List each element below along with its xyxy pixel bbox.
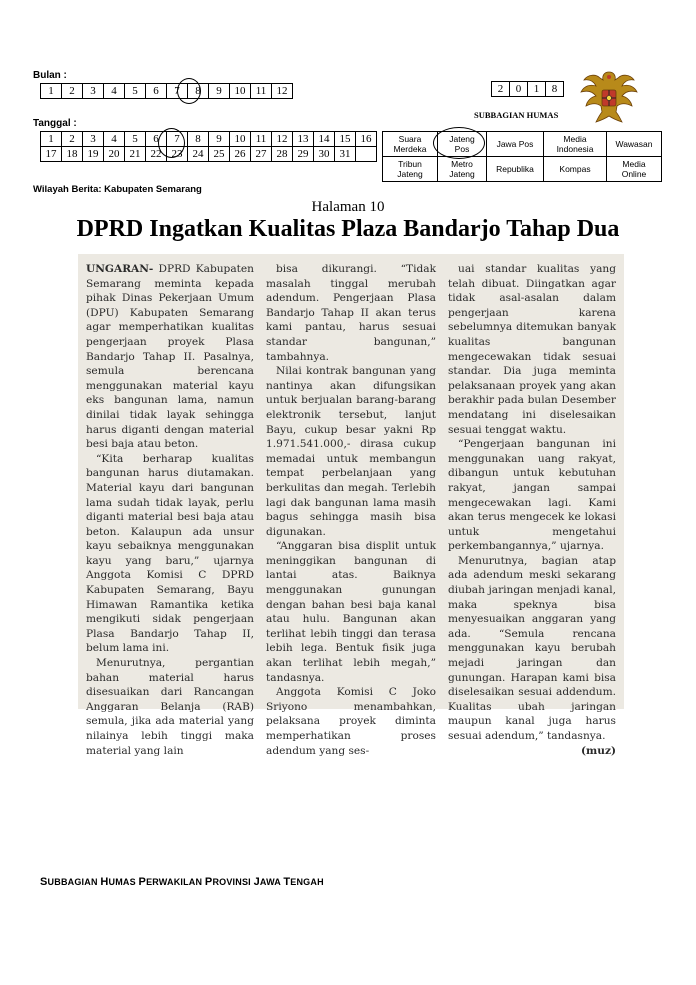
- footer-rest: AWA: [259, 877, 284, 887]
- bulan-grid: [40, 83, 293, 99]
- article-text: Anggota Komisi C Joko Sriyono menambahkan, pelaksana proyek diminta memperhatikan proses adendum yang ses-: [266, 686, 436, 757]
- publication-cell: [544, 132, 607, 157]
- footer-org: [40, 876, 324, 888]
- publication-name-line2: Indonesia: [556, 144, 594, 154]
- article-text: uai standar kualitas yang telah dibuat. Diingatkan agar tidak asal-asalan dalam pengerjaan karena sebelumnya ditemukan banyak kualitas bangunan mengecewakan tidak sesuai standar. Dia juga meminta pelaksanaan proyek yang akan berakhir pada bulan Desember mendatang ini diselesaikan sesuai tenggat waktu.: [448, 263, 616, 436]
- tanggal-cell: 6: [146, 132, 167, 147]
- article-text: Menurutnya, bagian atap ada adendum meski sekarang diubah jaringan menjadi kanal, maka speknya bisa menyesuaikan anggaran yang ada. “Semula rencana menggunakan kayu berubah mejadi jaringan dan gunungan. Harapan kami bisa diselesaikan sesuai addendum. Kualitas ubah jaringan maupun kanal juga harus sesuai adendum,” tandasnya.: [448, 554, 616, 742]
- publication-name-line1: Republika: [496, 164, 534, 174]
- tanggal-cell: 11: [251, 132, 272, 147]
- article-text: Nilai kontrak bangunan yang nantinya akan difungsikan untuk berjualan barang-barang elektronik tersebut, lanjut Bayu, cukup besar yakni Rp 1.971.541.000,- dirasa cukup memadai untuk membangun tempat perbelanjaan yang berkulitas dan megah. Terlebih lagi dak bangunan lama masih bagus sehingga masih bisa digunakan.: [266, 365, 436, 538]
- year-digit: 2: [492, 82, 510, 97]
- tanggal-cell: 17: [41, 147, 62, 162]
- tanggal-cell-empty: [356, 147, 377, 162]
- tanggal-cell: 16: [356, 132, 377, 147]
- year-digit: 0: [510, 82, 528, 97]
- bulan-cell: 8: [188, 84, 209, 99]
- bulan-cell: 3: [83, 84, 104, 99]
- article-paragraph: [448, 744, 616, 759]
- publication-cell: [487, 157, 544, 182]
- article-paragraph: [266, 539, 436, 685]
- tanggal-cell: 30: [314, 147, 335, 162]
- bulan-cell: 7: [167, 84, 188, 99]
- article-paragraph: [86, 262, 254, 452]
- publication-name-line1: Suara: [398, 134, 422, 144]
- publication-name-line1: Kompas: [559, 164, 591, 174]
- publication-name-line2: Online: [621, 169, 647, 179]
- footer-initial: T: [283, 876, 291, 888]
- footer-rest: UBBAGIAN: [47, 877, 101, 887]
- article-text: DPRD Kabupaten Semarang meminta kepada pihak Dinas Pekerjaan Umum (DPU) Kabupaten Semarang agar memperhatikan kualitas pengerjaan proyek Plasa Bandarjo Tahap II. Pasalnya, semula berencana menggunakan material kayu eks bangunan lama, namun dinilai tidak layak sehingga harus diganti dengan material besi baja atau beton.: [86, 263, 254, 451]
- publication-cell: [607, 132, 662, 157]
- article-paragraph: [86, 656, 254, 758]
- tanggal-cell: 26: [230, 147, 251, 162]
- publication-name-line1: Wawasan: [615, 139, 653, 149]
- publication-selected-circle: [433, 127, 485, 159]
- publication-cell: [607, 157, 662, 182]
- tanggal-cell: 10: [230, 132, 251, 147]
- tanggal-cell: 18: [62, 147, 83, 162]
- article-text: “Kita berharap kualitas bangunan harus diutamakan. Material kayu dari bangunan lama sudah tidak layak, perlu diganti material besi baja atau beton. Kalaupun ada unsur kayu sebaiknya menggunakan kayu yang baru,” ujarnya Anggota Komisi C DPRD Kabupaten Semarang, Bayu Himawan Ramantika ketika mengikuti sidak pengerjaan Plasa Bandarjo Tahap II, belum lama ini.: [86, 452, 254, 655]
- tanggal-cell: 15: [335, 132, 356, 147]
- tanggal-cell: 23: [167, 147, 188, 162]
- footer-rest: ROVINSI: [212, 877, 254, 887]
- tanggal-cell: 2: [62, 132, 83, 147]
- bulan-cell: 10: [230, 84, 251, 99]
- garuda-emblem-icon: [578, 66, 640, 126]
- footer-initial: P: [204, 876, 213, 888]
- publication-name-line2: Jateng: [449, 169, 475, 179]
- publication-name-line1: Media: [563, 134, 587, 144]
- tanggal-cell: 9: [209, 132, 230, 147]
- publication-name-line1: Media: [622, 159, 646, 169]
- tanggal-cell: 27: [251, 147, 272, 162]
- tanggal-cell: 1: [41, 132, 62, 147]
- year-grid: [491, 81, 564, 97]
- tanggal-cell: 29: [293, 147, 314, 162]
- article-byline: (muz): [581, 744, 616, 757]
- bulan-label: Bulan :: [33, 70, 67, 81]
- bulan-cell: 5: [125, 84, 146, 99]
- publication-name-line1: Metro: [451, 159, 473, 169]
- tanggal-selected-circle: [158, 128, 185, 158]
- footer-initial: J: [253, 876, 260, 888]
- article-text: “Anggaran bisa displit untuk meninggikan bangunan di lantai atas. Baiknya menggunakan gunungan dengan bahan besi baja kanal atau hulu. Bangunan akan terlihat lebih tinggi dan terasa lebih lega. Bentuk fisik juga akan terlihat lebih megah,” tandasnya.: [266, 540, 436, 684]
- article-paragraph: [266, 685, 436, 758]
- tanggal-grid: [40, 131, 377, 162]
- footer-initial: H: [100, 876, 109, 888]
- article-column-1: [86, 262, 254, 758]
- publication-cell: [438, 157, 487, 182]
- page-number: Halaman 10: [311, 199, 385, 215]
- article-column-2: [266, 262, 436, 758]
- article-dateline: UNGARAN-: [86, 263, 154, 275]
- footer-initial: S: [40, 876, 48, 888]
- article-paragraph: [448, 437, 616, 554]
- article-text: bisa dikurangi. “Tidak masalah tinggal merubah adendum. Pengerjaan Plasa Bandarjo Tahap II akan terus kami pantau, harus sesuai standar bangunan,” tambahnya.: [266, 263, 436, 363]
- tanggal-cell: 4: [104, 132, 125, 147]
- tanggal-cell: 19: [83, 147, 104, 162]
- tanggal-cell: 28: [272, 147, 293, 162]
- bulan-cell: 9: [209, 84, 230, 99]
- tanggal-cell: 22: [146, 147, 167, 162]
- publication-name-line2: Merdeka: [393, 144, 427, 154]
- publication-name-line2: Jateng: [397, 169, 423, 179]
- article-paragraph: [448, 554, 616, 744]
- headline: DPRD Ingatkan Kualitas Plaza Bandarjo Tahap Dua: [76, 216, 620, 242]
- publication-cell: [383, 132, 438, 157]
- publication-name-line1: Jawa Pos: [496, 139, 534, 149]
- bulan-cell: 4: [104, 84, 125, 99]
- tanggal-cell: 24: [188, 147, 209, 162]
- tanggal-cell: 13: [293, 132, 314, 147]
- publication-name-line2: Pos: [454, 144, 470, 154]
- publication-cell: [383, 157, 438, 182]
- article-text: Menurutnya, pergantian bahan material harus disesuaikan dari Rancangan Anggaran Belanja (RAB) semula, jika ada material yang nilainya lebih tinggi maka material yang lain: [86, 657, 254, 757]
- footer-rest: ENGAH: [290, 877, 324, 887]
- article-column-3: [448, 262, 616, 758]
- bulan-selected-circle: [177, 78, 201, 104]
- article-paragraph: [266, 364, 436, 539]
- publication-cell: [544, 157, 607, 182]
- footer-initial: P: [138, 876, 147, 888]
- footer-rest: UMAS: [108, 877, 139, 887]
- bulan-cell: 2: [62, 84, 83, 99]
- footer-rest: ERWAKILAN: [146, 877, 205, 887]
- tanggal-cell: 8: [188, 132, 209, 147]
- article-paragraph: [86, 452, 254, 656]
- tanggal-cell: 12: [272, 132, 293, 147]
- tanggal-cell: 31: [335, 147, 356, 162]
- year-digit: 1: [528, 82, 546, 97]
- org-name: SUBBAGIAN HUMAS: [474, 110, 559, 120]
- article-clipping: [78, 254, 624, 757]
- tanggal-cell: 21: [125, 147, 146, 162]
- tanggal-cell: 20: [104, 147, 125, 162]
- bulan-cell: 12: [272, 84, 293, 99]
- article-text: “Pengerjaan bangunan ini menggunakan uang rakyat, dibangun untuk kebutuhan rakyat, jangan sampai mengecewakan lagi. Kami akan terus mengecek ke lokasi untuk mengetahui perkembangannya,” ujarnya.: [448, 438, 616, 553]
- publication-cell: [487, 132, 544, 157]
- tanggal-label: Tanggal :: [33, 118, 77, 129]
- tanggal-cell: 3: [83, 132, 104, 147]
- year-digit: 8: [546, 82, 564, 97]
- tanggal-cell: 14: [314, 132, 335, 147]
- tanggal-cell: 7: [167, 132, 188, 147]
- publications-table: [382, 131, 662, 182]
- publication-name-line1: Tribun: [398, 159, 422, 169]
- bulan-cell: 6: [146, 84, 167, 99]
- bulan-cell: 1: [41, 84, 62, 99]
- tanggal-cell: 5: [125, 132, 146, 147]
- tanggal-cell: 25: [209, 147, 230, 162]
- article-paragraph: [266, 262, 436, 364]
- wilayah-berita: Wilayah Berita: Kabupaten Semarang: [33, 184, 202, 195]
- publication-name-line1: Jateng: [449, 134, 475, 144]
- article-paragraph: [448, 262, 616, 437]
- bulan-cell: 11: [251, 84, 272, 99]
